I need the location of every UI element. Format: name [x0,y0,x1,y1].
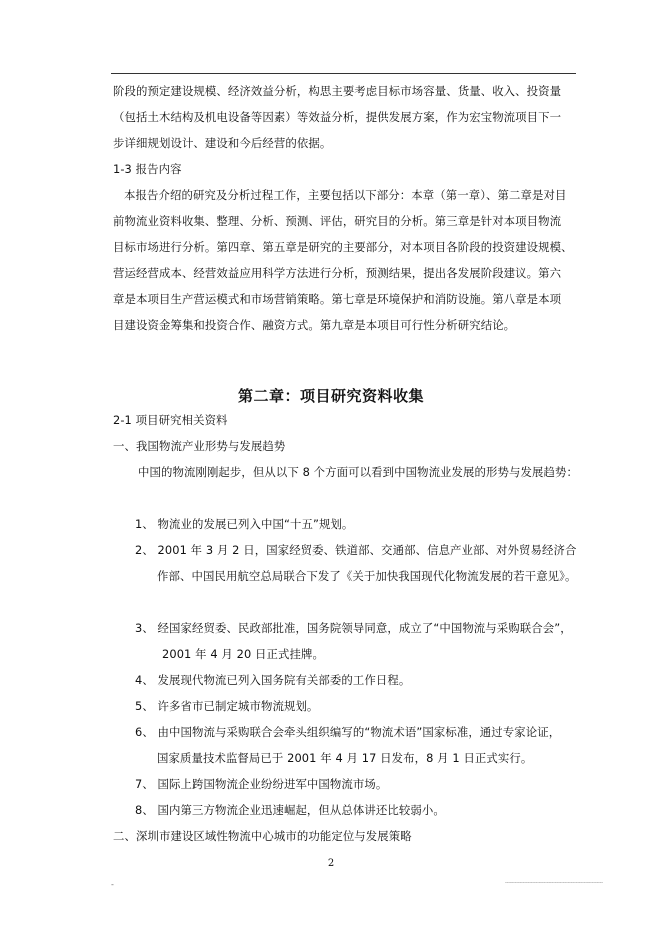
list-item-2: 2、 2001 年 3 月 2 日，国家经贸委、铁道部、交通部、信息产业部、对外贸易经济合 [135,543,577,557]
list-item-3: 3、 经国家经贸委、民政部批准，国务院领导同意，成立了“中国物流与采购联合会”， [135,621,572,635]
lead-paragraph: 中国的物流刚刚起步，但从以下 8 个方面可以看到中国物流业发展的形势与发展趋势： [138,465,578,479]
list-item-8: 8、 国内第三方物流企业迅速崛起，但从总体讲还比较弱小。 [135,803,445,817]
chapter-title: 第二章：项目研究资料收集 [237,387,424,405]
report-line-4: 营运经营成本、经营效益应用科学方法进行分析，预测结果，提出各发展阶段建议。第六 [113,266,562,280]
section-heading-1-3: 1-3 报告内容 [113,162,182,176]
report-line-3: 目标市场进行分析。第四章、第五章是研究的主要部分，对本项目各阶段的投资建设规模、 [113,240,573,254]
subheading-1: 一、我国物流产业形势与发展趋势 [113,439,286,453]
list-item-7: 7、 国际上跨国物流企业纷纷进军中国物流市场。 [135,777,388,791]
report-line-6: 目建设资金筹集和投资合作、融资方式。第九章是本项目可行性分析研究结论。 [113,318,516,332]
list-item-1: 1、 物流业的发展已列入中国“十五”规划。 [135,517,354,531]
footer-left-mark: - [111,880,114,889]
list-item-6-cont: 国家质量技术监督局已于 2001 年 4 月 17 日发布，8 月 1 日正式实行。 [157,751,533,765]
report-line-5: 章是本项目生产营运模式和市场营销策略。第七章是环境保护和消防设施。第八章是本项 [113,292,562,306]
report-line-1: 本报告介绍的研究及分析过程工作，主要包括以下部分：本章（第一章）、第二章是对目 [124,188,567,202]
list-item-6: 6、 由中国物流与采购联合会牵头组织编写的“物流术语”国家标准，通过专家论证， [135,725,561,739]
list-item-2-cont: 作部、中国民用航空总局联合下发了《关于加快我国现代化物流发展的若干意见》。 [157,569,577,583]
report-line-2: 前物流业资料收集、整理、分析、预测、评估，研究目的分析。第三章是针对本项目物流 [113,214,562,228]
page-number: 2 [327,858,335,869]
list-item-5: 5、 许多省市已制定城市物流规划。 [135,699,319,713]
intro-line-3: 步详细规划设计、建设和今后经营的依据。 [113,136,332,150]
list-item-3-cont: 2001 年 4 月 20 日正式挂牌。 [162,647,324,661]
subheading-2: 二、深圳市建设区域性物流中心城市的功能定位与发展策略 [113,829,412,843]
header-rule [111,73,576,74]
intro-line-1: 阶段的预定建设规模、经济效益分析，构思主要考虑目标市场容量、货量、收入、投资量 [113,84,562,98]
section-heading-2-1: 2-1 项目研究相关资料 [113,413,228,427]
footer-right-mark: ------------------------------------------------------------- [505,880,603,886]
intro-line-2: （包括土木结构及机电设备等因素）等效益分析，提供发展方案，作为宏宝物流项目下一 [113,110,562,124]
list-item-4: 4、 发展现代物流已列入国务院有关部委的工作日程。 [135,673,411,687]
